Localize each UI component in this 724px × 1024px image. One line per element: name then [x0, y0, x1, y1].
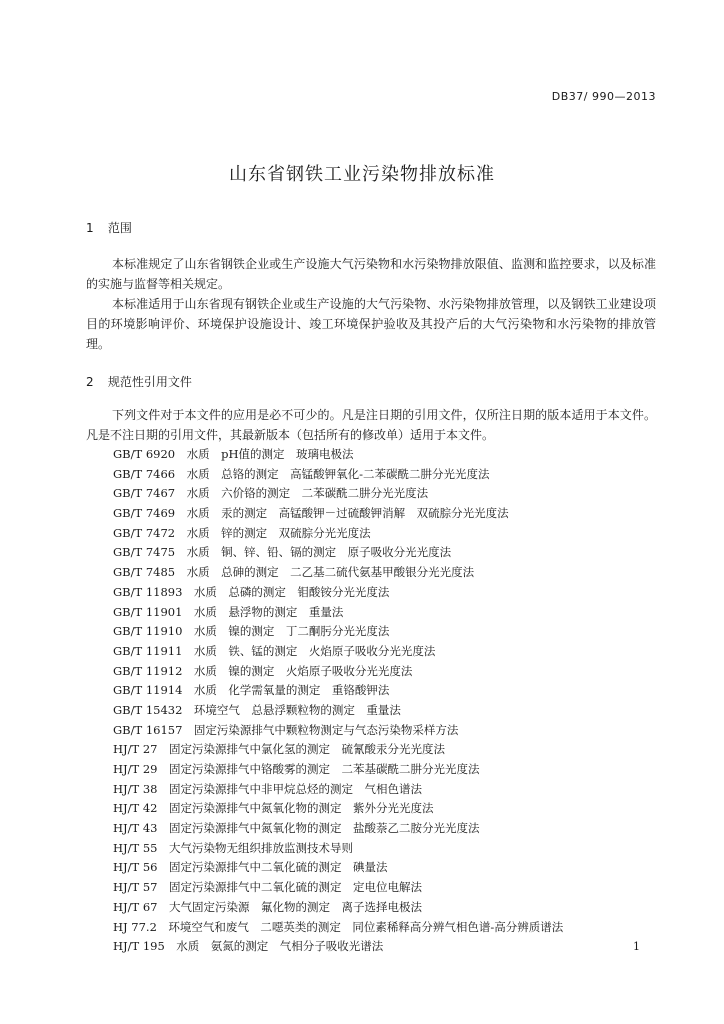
reference-item: GB/T 11910 水质 镍的测定 丁二酮肟分光光度法: [113, 624, 390, 639]
reference-item: GB/T 6920 水质 pH值的测定 玻璃电极法: [113, 447, 354, 461]
reference-item: GB/T 16157 固定污染源排气中颗粒物测定与气态污染物采样方法: [113, 722, 459, 737]
section-title: 范围: [107, 221, 132, 235]
reference-item: GB/T 11893 水质 总磷的测定 钼酸铵分光光度法: [113, 584, 390, 599]
paragraph: 本标准适用于山东省现有钢铁企业或生产设施的大气污染物、水污染物排放管理，以及钢铁工业建设项目的环境影响评价、环境保护设施设计、竣工环境保护验收及其投产后的大气污染物和水污染物的排放管理。: [86, 297, 656, 351]
section-title: 规范性引用文件: [107, 375, 192, 389]
reference-item: HJ/T 29 固定污染源排气中铬酸雾的测定 二苯基碳酰二肼分光光度法: [113, 762, 480, 776]
reference-item: HJ/T 42 固定污染源排气中氮氧化物的测定 紫外分光光度法: [113, 801, 434, 816]
reference-item: HJ/T 43 固定污染源排气中氮氧化物的测定 盐酸萘乙二胺分光光度法: [113, 821, 480, 836]
reference-item: GB/T 11914 水质 化学需氧量的测定 重铬酸钾法: [113, 683, 390, 698]
paragraph: 下列文件对于本文件的应用是必不可少的。凡是注日期的引用文件，仅所注日期的版本适用于本文件。凡是不注日期的引用文件，其最新版本（包括所有的修改单）适用于本文件。: [86, 408, 656, 442]
reference-item: GB/T 7469 水质 汞的测定 高锰酸钾－过硫酸钾消解 双硫腙分光光度法: [113, 506, 509, 521]
section-heading-normative-references: [86, 373, 192, 390]
reference-item: GB/T 11912 水质 镍的测定 火焰原子吸收分光光度法: [113, 663, 413, 678]
reference-item: HJ/T 57 固定污染源排气中二氧化硫的测定 定电位电解法: [113, 880, 422, 895]
paragraph: 本标准规定了山东省钢铁企业或生产设施大气污染物和水污染物排放限值、监测和监控要求，以及标准的实施与监督等相关规定。: [86, 257, 656, 291]
reference-item: HJ/T 55 大气污染物无组织排放监测技术导则: [113, 840, 353, 855]
reference-item: GB/T 7485 水质 总砷的测定 二乙基二硫代氨基甲酸银分光光度法: [113, 565, 475, 580]
reference-item: HJ/T 38 固定污染源排气中非甲烷总烃的测定 气相色谱法: [113, 781, 422, 796]
reference-item: GB/T 7472 水质 锌的测定 双硫腙分光光度法: [113, 525, 371, 540]
reference-item: GB/T 11901 水质 悬浮物的测定 重量法: [113, 604, 344, 619]
reference-item: GB/T 11911 水质 铁、锰的测定 火焰原子吸收分光光度法: [113, 643, 436, 658]
section-number: 2: [86, 375, 94, 389]
reference-item: HJ/T 195 水质 氨氮的测定 气相分子吸收光谱法: [113, 939, 384, 954]
section-number: 1: [86, 221, 94, 235]
document-title: 山东省钢铁工业污染物排放标准: [229, 164, 495, 185]
reference-item: GB/T 7466 水质 总铬的测定 高锰酸钾氧化-二苯碳酰二肼分光光度法: [113, 466, 490, 481]
section-heading-scope: [86, 219, 132, 236]
reference-list: [113, 445, 563, 957]
page-number: 1: [633, 940, 640, 953]
reference-item: HJ/T 67 大气固定污染源 氟化物的测定 离子选择电极法: [113, 899, 422, 914]
reference-item: HJ/T 27 固定污染源排气中氯化氢的测定 硫氰酸汞分光光度法: [113, 742, 445, 757]
reference-item: GB/T 15432 环境空气 总悬浮颗粒物的测定 重量法: [113, 702, 401, 717]
standard-code: DB37/ 990—2013: [551, 90, 656, 103]
reference-item: HJ 77.2 环境空气和废气 二噁英类的测定 同位素稀释高分辨气相色谱-高分辨质谱法: [113, 919, 564, 934]
reference-item: HJ/T 56 固定污染源排气中二氧化硫的测定 碘量法: [113, 860, 388, 875]
reference-item: GB/T 7475 水质 铜、锌、铅、镉的测定 原子吸收分光光度法: [113, 545, 452, 560]
reference-item: GB/T 7467 水质 六价铬的测定 二苯碳酰二肼分光光度法: [113, 486, 429, 501]
